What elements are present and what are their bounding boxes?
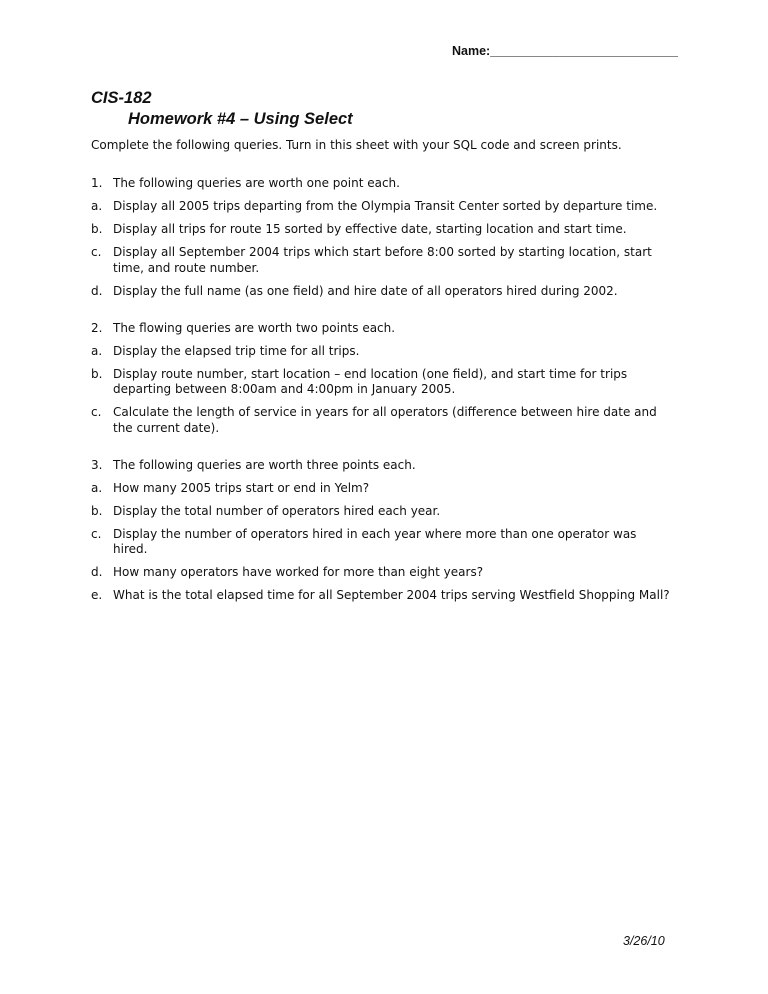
question-item (91, 199, 671, 215)
question-item (91, 222, 671, 238)
item-label: a. (91, 343, 103, 358)
item-label: c. (91, 245, 102, 259)
instructions: Complete the following queries. Turn in this sheet with your SQL code and screen prints. (91, 138, 622, 152)
section-heading-text: The flowing queries are worth two points each. (113, 320, 396, 335)
item-text: Display the full name (as one field) and hire date of all operators hired during 2002. (113, 283, 618, 298)
section-number: 2. (91, 320, 103, 335)
item-text: Display all trips for route 15 sorted by effective date, starting location and start time. (113, 222, 627, 236)
question-item (91, 344, 671, 360)
item-label: c. (91, 526, 102, 541)
name-field: Name:___________________________ (452, 44, 678, 58)
section-spacer (91, 444, 671, 458)
item-text: How many 2005 trips start or end in Yelm? (113, 480, 370, 495)
item-label: a. (91, 480, 103, 495)
item-label: e. (91, 588, 103, 602)
item-label: c. (91, 405, 102, 419)
section-heading (91, 321, 671, 337)
item-label: b. (91, 366, 103, 381)
question-item (91, 245, 671, 276)
section-heading (91, 176, 671, 192)
item-text: Display all 2005 trips departing from the Olympia Transit Center sorted by departure time. (113, 199, 658, 213)
section-number: 1. (91, 176, 103, 190)
item-text: How many operators have worked for more than eight years? (113, 565, 484, 579)
item-label: d. (91, 283, 103, 298)
item-label: d. (91, 565, 103, 579)
item-text: Display route number, start location – end location (one field), and start time for trips departing between 8:00am and 4:00pm in January 2005. (113, 366, 628, 396)
course-code: CIS-182 (91, 89, 152, 107)
question-item (91, 565, 671, 581)
section-spacer (91, 307, 671, 321)
question-item (91, 481, 671, 497)
item-label: a. (91, 199, 103, 213)
section-heading-text: The following queries are worth one point each. (113, 176, 400, 190)
section-number: 3. (91, 457, 103, 472)
question-item (91, 504, 671, 520)
item-text: Display the number of operators hired in each year where more than one operator was hired. (113, 526, 637, 556)
question-item (91, 367, 671, 398)
question-item (91, 527, 671, 558)
item-text: Display all September 2004 trips which start before 8:00 sorted by starting location, start time, and route number. (113, 245, 652, 275)
item-text: Display the elapsed trip time for all trips. (113, 343, 360, 358)
item-text: Display the total number of operators hired each year. (113, 503, 441, 518)
item-label: b. (91, 222, 103, 236)
item-text: Calculate the length of service in years for all operators (difference between hire date and the current date). (113, 405, 657, 435)
question-item (91, 588, 671, 604)
question-list (91, 176, 671, 611)
footer-date: 3/26/10 (623, 934, 665, 948)
section-heading (91, 458, 671, 474)
question-item (91, 284, 671, 300)
homework-title: Homework #4 – Using Select (128, 110, 353, 128)
item-text: What is the total elapsed time for all September 2004 trips serving Westfield Shopping Mall? (113, 588, 670, 602)
section-heading-text: The following queries are worth three points each. (113, 457, 416, 472)
item-label: b. (91, 503, 103, 518)
question-item (91, 405, 671, 436)
